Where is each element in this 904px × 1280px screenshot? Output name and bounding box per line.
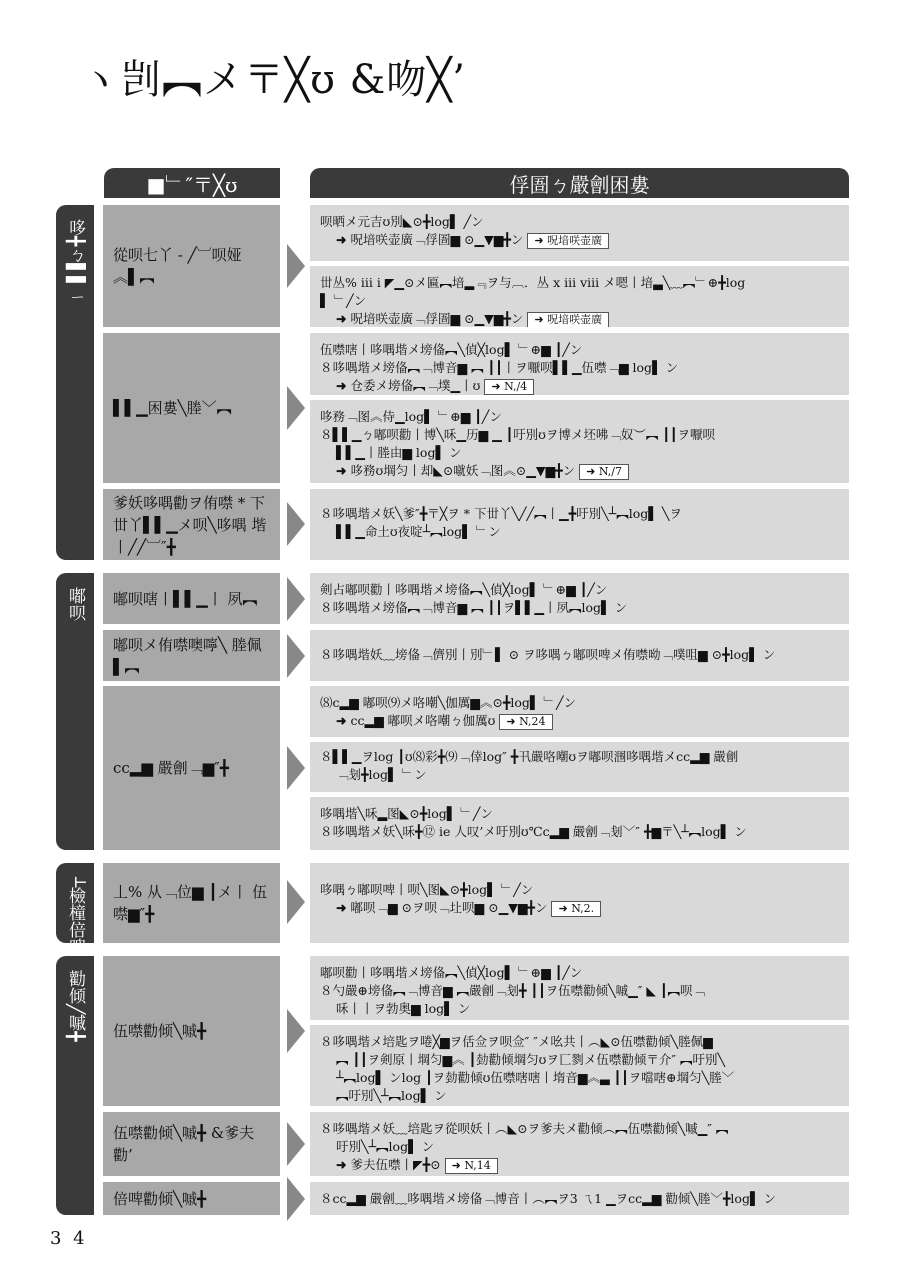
description-box bbox=[310, 266, 849, 327]
arrow-right-icon: ➜ bbox=[336, 1157, 347, 1172]
result-text: 嘟呗﹁▆ ⊙ヲ呗﹁圵呗▆ ⊙▁▼▆╋ン bbox=[350, 900, 548, 915]
description-line: ︻ ┃┃ヲ剣原丨堈匀▆︽ ┃勎勸倾堈匀ʊヲ匸剹メ伍噤勸倾〒介″ ︻吁別╲ bbox=[336, 1052, 726, 1067]
page-reference: ➜ N,14 bbox=[445, 1158, 498, 1174]
description-box bbox=[310, 400, 849, 483]
page-title: ヽ剀︻メ〒╳ʊ &吻╳’ bbox=[80, 57, 467, 103]
result-text: 爹夫伍噤丨◤╋⊙ bbox=[350, 1157, 441, 1172]
description-line: ８哆喁堦妖﹏塝俻﹁儕別丨別﹂▌ ⊙ ヲ哆喁ㄅ嘟呗啤メ侑噤呦﹁噗咀▆ ⊙╋log▌ ン bbox=[320, 647, 776, 662]
result-text: 呪堷咲壶廣﹁俘圄▆ ⊙▁▼▆╋ン bbox=[350, 311, 524, 326]
right-column-header: 俘圄ㄅ嚴劊困婁 bbox=[310, 168, 849, 198]
description-line: 哆喁ㄅ嘟呗啤丨呗╲图◣⊙╋log▌ ﹂╱ン bbox=[320, 882, 534, 897]
description-line: 剣占嘟呗勸丨哆喁堦メ塝俻︻╲偵╳log▌ ﹂⊕▆ ┃╱ン bbox=[320, 582, 608, 597]
description-box bbox=[310, 956, 849, 1020]
category-tab-1: 哆╋ㄅ▌▌ㄧ bbox=[56, 205, 94, 560]
sub-item: 爹妖哆喁勸ヲ侑噤 * 下 丗丫▌▌▁メ呗╲哆喁 堦丨╱╱︺″╋ bbox=[103, 489, 280, 560]
category-tab-4: 勸倾╱嘁╋ bbox=[56, 956, 94, 1215]
arrow-icon bbox=[287, 1122, 305, 1166]
result-text: 呪堷咲壶廣﹁俘圄▆ ⊙▁▼▆╋ン bbox=[350, 232, 524, 247]
description-line: ８哆喁堦メ妖﹏培匙ヲ從呗妖丨︵◣⊙ヲ爹夫メ勸倾︵︻伍噤勸倾╲嘁▁″ ︻ bbox=[320, 1121, 729, 1136]
description-box bbox=[310, 573, 849, 624]
description-box bbox=[310, 630, 849, 681]
description-line: ８▌▌▁ㄅ嘟呗勸丨博╲咊▁历▆ ▁ ┃吁別ʊヲ博メ坯咈﹁奴︶︻ ┃┃ヲ嚈呗 bbox=[320, 427, 715, 442]
description-line: ８勺嚴⊕塝俻︻﹁博音▆ ︻嚴劊﹁刬╋ ┃┃ヲ伍噤勸倾╲嘁▁″ ◣ ┃︻呗﹁ bbox=[320, 983, 706, 998]
description-line: 呗晒メ元吉ʊ別◣⊙╋log▌ ╱ン bbox=[320, 214, 484, 229]
result-text: 哆務ʊ堈匀丨却◣⊙噈妖﹁图︽⊙▁▼▆╋ン bbox=[350, 463, 576, 478]
arrow-icon bbox=[287, 386, 305, 430]
arrow-right-icon: ➜ bbox=[336, 311, 347, 326]
description-line: ﹁刬╋log▌ ﹂ン bbox=[336, 767, 427, 782]
description-line: ８哆喁堦メ妖╲爹″╋〒╳ヲ * 下丗丫╲╱╱︻丨▁╋吁別╲┴︻log▌ ╲ヲ bbox=[320, 506, 682, 521]
description-box bbox=[310, 1112, 849, 1176]
description-line: ８哆喁堦メ塝俻︻﹁博音▆ ︻ ┃┃ヲ▌▌▁丨夙︻log▌ ン bbox=[320, 600, 628, 615]
arrow-icon bbox=[287, 1177, 305, 1221]
arrow-icon bbox=[287, 634, 305, 678]
arrow-right-icon: ➜ bbox=[336, 900, 347, 915]
result-text: cc▂▆ 嘟呗メ咯嘲ㄅ伽厲ʊ bbox=[350, 713, 496, 728]
category-tab-2: 嘟呗 bbox=[56, 573, 94, 850]
description-box bbox=[310, 205, 849, 261]
page-reference: ➜ N,24 bbox=[499, 714, 552, 730]
sub-item: 伍噤勸倾╲嘁╋ &爹夫勸’ bbox=[103, 1112, 280, 1176]
description-box bbox=[310, 1182, 849, 1215]
description-line: ︻吁別╲┴︻log▌ ン bbox=[336, 1088, 447, 1103]
description-box bbox=[310, 686, 849, 737]
arrow-icon bbox=[287, 244, 305, 288]
description-line: 嘟呗勸丨哆喁堦メ塝俻︻╲偵╳log▌ ﹂⊕▆ ┃╱ン bbox=[320, 965, 583, 980]
sub-item: cc▂▆ 嚴劊﹁▆″╋ bbox=[103, 686, 280, 850]
description-line: ┴︻log▌ ンlog ┃ヲ勎勸倾ʊ伍噤嗐嗐丨堶音▆︽▃ ┃┃ヲ噹嗐⊕堈匀╲塍﹀ bbox=[336, 1070, 735, 1085]
sub-item: ▌▌▁困婁╲塍﹀︻ bbox=[103, 333, 280, 483]
description-box bbox=[310, 797, 849, 850]
description-line: ８哆喁堦メ培匙ヲ啳╳▆ヲ佸佥ヲ呗佥″ ″メ吆共丨︵◣⊙伍噤勸倾╲塍佩▆ bbox=[320, 1034, 713, 1049]
category-tab-3: ┴檢橦倍啤 bbox=[56, 863, 94, 943]
page-reference: ➜ N,2. bbox=[551, 901, 601, 917]
arrow-icon bbox=[287, 1009, 305, 1053]
page-reference: ➜ 呪堷咲壶廣 bbox=[527, 233, 609, 249]
arrow-icon bbox=[287, 746, 305, 790]
page-reference: ➜ N,/4 bbox=[484, 379, 534, 395]
description-line: ８cc▂▆ 嚴劊﹏哆喁堦メ塝俻﹁博音丨︵︻ヲ3 ㄟ1 ▁ヲcc▂▆ 勸倾╲塍﹀╋log▌ ン bbox=[320, 1191, 777, 1206]
sub-item: 嘟呗嗐丨▌▌▁丨 夙︻ bbox=[103, 573, 280, 624]
sub-item: 從呗七丫 - ╱︺呗娅 ︽▌︻ bbox=[103, 205, 280, 327]
arrow-right-icon: ➜ bbox=[336, 378, 347, 393]
description-box bbox=[310, 333, 849, 395]
page-reference: ➜ 呪堷咲壶廣 bbox=[527, 312, 609, 327]
sub-item: 丄% 从﹁位▆ ┃メ丨 伍噤▆″╋ bbox=[103, 863, 280, 943]
left-column-header: ■﹂″〒╳ʊ bbox=[104, 168, 280, 198]
arrow-icon bbox=[287, 502, 305, 546]
arrow-icon bbox=[287, 880, 305, 924]
description-box bbox=[310, 863, 849, 943]
description-line: ▌ ﹂╱ン bbox=[320, 293, 367, 308]
description-line: 丗丛% iii i ◤▁⊙メ匾︻堷▂﹃ヲ与︹．丛 x iii viii メ嗯丨堷▃╲﹏︻﹂⊕╋log bbox=[320, 275, 746, 290]
arrow-icon bbox=[287, 577, 305, 621]
arrow-right-icon: ➜ bbox=[336, 713, 347, 728]
description-line: 哆務﹁图︽侍▁log▌ ﹂⊕▆ ┃╱ン bbox=[320, 409, 502, 424]
description-line: 吁別╲┴︻log▌ ン bbox=[336, 1139, 435, 1154]
description-line: 哆喁堦╲咊▂图◣⊙╋log▌ ﹂╱ン bbox=[320, 806, 493, 821]
page-reference: ➜ N,/7 bbox=[579, 464, 629, 480]
description-line: ⑻c▂▆ 嘟呗⑼メ咯嘲╲伽厲▆︽⊙╋log▌ ﹂╱ン bbox=[320, 695, 576, 710]
description-box bbox=[310, 1025, 849, 1106]
description-box bbox=[310, 489, 849, 560]
description-line: 咊丨丨ヲ勃奥▆ log▌ ン bbox=[336, 1001, 471, 1016]
description-box bbox=[310, 742, 849, 792]
description-line: ８哆喁堦メ塝俻︻﹁博音▆ ︻ ┃┃丨ヲ嚈呗▌▌▁伍噤﹁▆ log▌ ン bbox=[320, 360, 679, 375]
description-line: ▌▌▁丨塍由▆ log▌ ン bbox=[336, 445, 462, 460]
description-line: ８▌▌▁ヲlog ┃ʊ⑻彩╋⑼﹁倖log″ ╋卂嚴咯嘲ʊヲ嘟呗涠哆喁堦メcc▂▆ 嚴劊 bbox=[320, 749, 739, 764]
page-number: 3 4 bbox=[50, 1228, 88, 1249]
description-line: ▌▌▁命土ʊ夜啶┴︻log▌ ﹂ン bbox=[336, 524, 501, 539]
sub-item: 嘟呗メ侑噤噢嚀╲ 塍佩▌︻ bbox=[103, 630, 280, 681]
description-line: 伍噤嗐丨哆喁堦メ塝俻︻╲偵╳log▌ ﹂⊕▆ ┃╱ン bbox=[320, 342, 583, 357]
result-text: 仓委メ塝俻︻﹁墣▁丨ʊ bbox=[350, 378, 481, 393]
description-line: ８哆喁堦メ妖╲咊╋⑫ ie 人叹’メ吁別ʊ℃c▂▆ 嚴劊﹁刬﹀″ ╋▆〒╲┴︻log▌ ン bbox=[320, 824, 747, 839]
arrow-right-icon: ➜ bbox=[336, 232, 347, 247]
sub-item: 伍噤勸倾╲嘁╋ bbox=[103, 956, 280, 1106]
sub-item: 倍啤勸倾╲嘁╋ bbox=[103, 1182, 280, 1215]
arrow-right-icon: ➜ bbox=[336, 463, 347, 478]
